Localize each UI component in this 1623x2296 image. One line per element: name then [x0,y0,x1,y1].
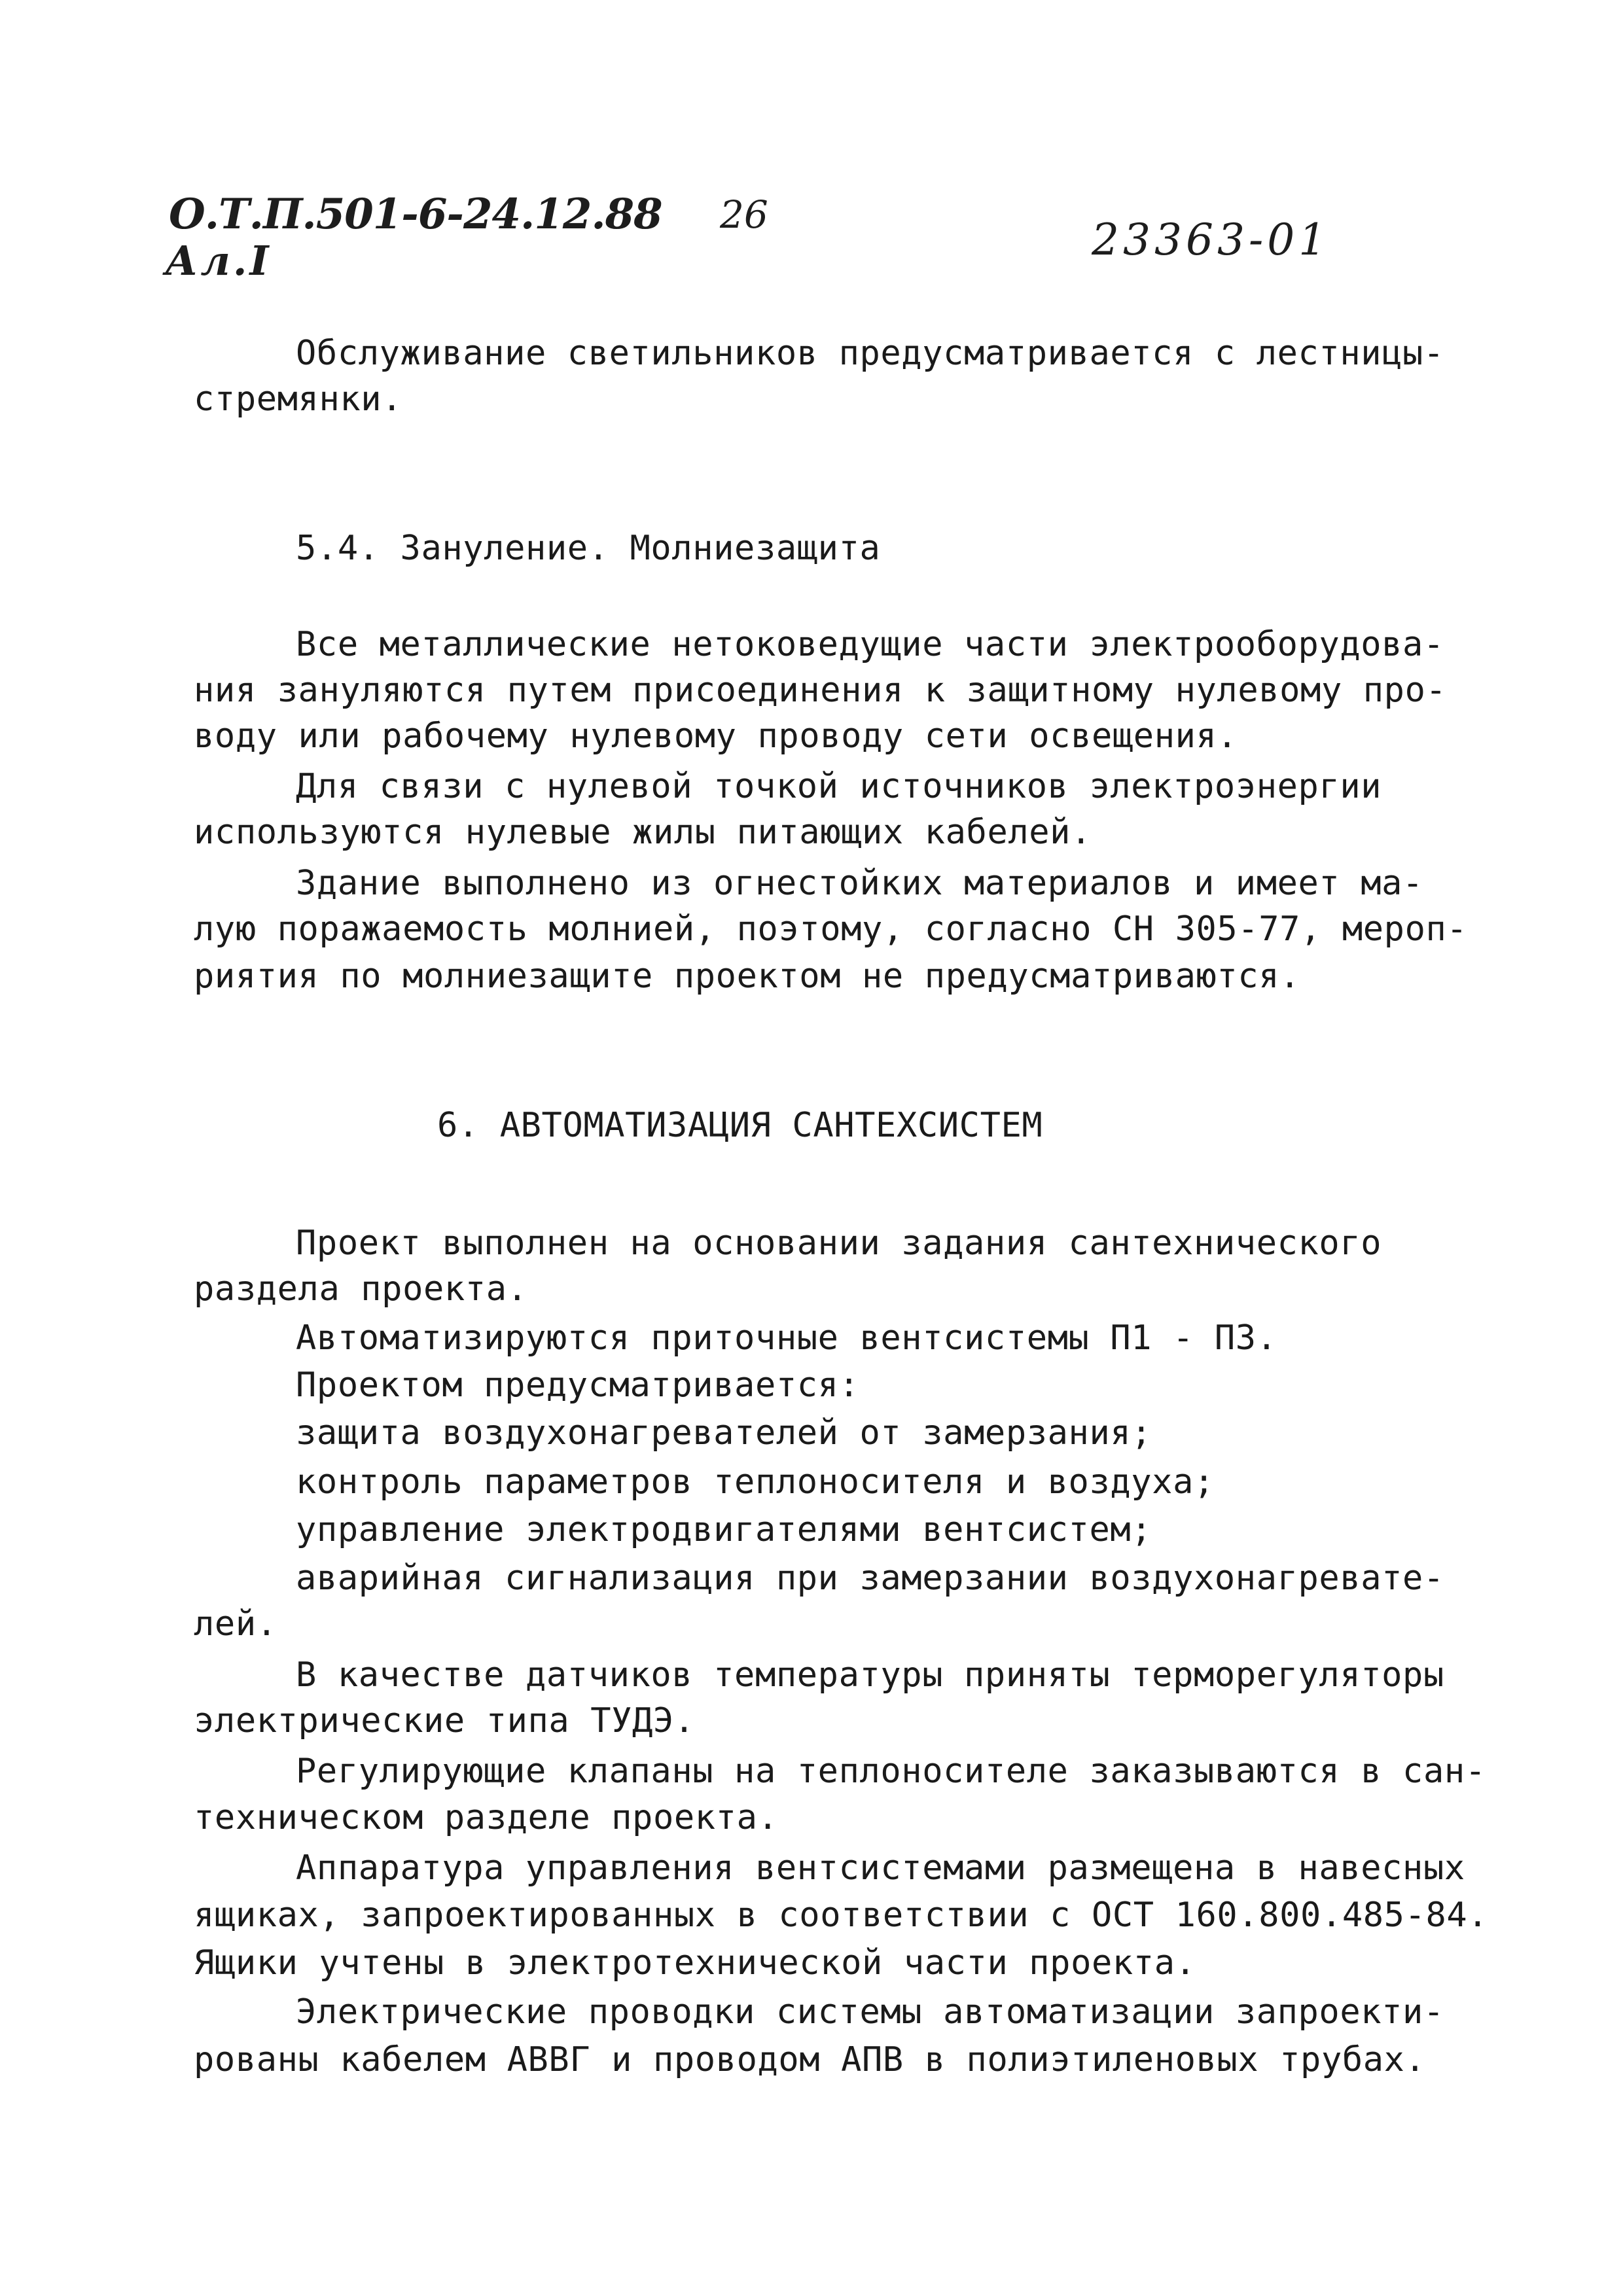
list-item: управление электродвигателями вентсистем; [296,1510,1152,1549]
paragraph-line: Все металлические нетоковедущие части электрооборудова- [296,625,1444,664]
paragraph-line: Для связи с нулевой точкой источников электроэнергии [296,767,1382,806]
paragraph-line: Электрические проводки системы автоматизации запроекти- [296,1992,1444,2032]
page-number: 26 [720,192,768,237]
section-heading-6: 6. АВТОМАТИЗАЦИЯ САНТЕХСИСТЕМ [437,1106,1043,1145]
section-heading-5-4: 5.4. Зануление. Молниезащита [296,529,881,568]
list-item: аварийная сигнализация при замерзании воздухонагревате- [296,1559,1444,1598]
list-item: защита воздухонагревателей от замерзания; [296,1413,1152,1453]
paragraph-line: электрические типа ТУДЭ. [194,1701,695,1740]
paragraph-line: ящиках, запроектированных в соответствии с ОСТ 160.800.485-84. [194,1896,1489,1935]
paragraph-line: воду или рабочему нулевому проводу сети освещения. [194,716,1238,756]
paragraph-line: Аппаратура управления вентсистемами размещена в навесных [296,1848,1465,1888]
paragraph-line: лую поражаемость молнией, поэтому, согласно СН 305-77, мероп- [194,910,1468,949]
list-item-continuation: лей. [194,1604,277,1644]
paragraph-line: раздела проекта. [194,1269,528,1309]
paragraph-line: техническом разделе проекта. [194,1798,779,1837]
paragraph-line: ния зануляются путем присоединения к защитному нулевому про- [194,671,1447,710]
reference-number: 23363-01 [1092,215,1330,265]
list-item: контроль параметров теплоносителя и воздуха; [296,1462,1215,1502]
paragraph-line: Ящики учтены в электротехнической части проекта. [194,1943,1196,1983]
sheet-code: Ал.I [165,237,272,285]
paragraph-line: Автоматизируются приточные вентсистемы П1 - П3. [296,1318,1277,1358]
paragraph-line: используются нулевые жилы питающих кабелей. [194,813,1092,852]
paragraph-line: Обслуживание светильников предусматривается с лестницы- [296,334,1444,373]
document-code: О.Т.П.501-6-24.12.88 [169,190,662,239]
paragraph-line: Регулирующие клапаны на теплоносителе заказываются в сан- [296,1752,1486,1791]
paragraph-line: В качестве датчиков температуры приняты терморегуляторы [296,1655,1444,1695]
paragraph-line: Проект выполнен на основании задания сантехнического [296,1224,1382,1263]
paragraph-line: рованы кабелем АВВГ и проводом АПВ в полиэтиленовых трубах. [194,2040,1426,2079]
paragraph-line: Проектом предусматривается: [296,1366,860,1405]
paragraph-line: стремянки. [194,380,403,419]
paragraph-line: риятия по молниезащите проектом не предусматриваются. [194,957,1301,996]
paragraph-line: Здание выполнено из огнестойких материалов и имеет ма- [296,864,1423,903]
